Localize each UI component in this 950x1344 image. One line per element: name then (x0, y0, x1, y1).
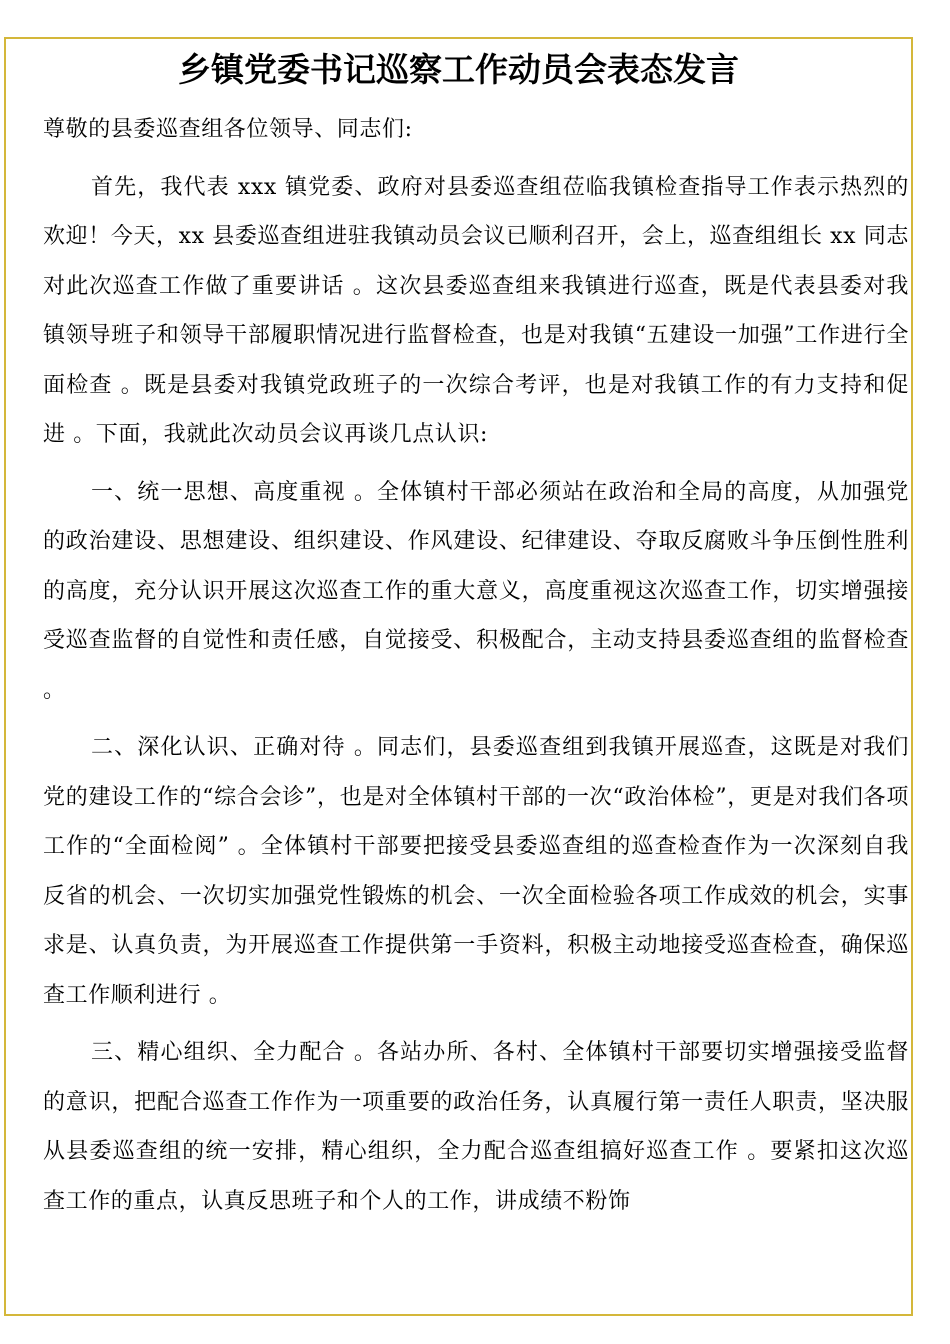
salutation: 尊敬的县委巡查组各位领导、同志们: (43, 117, 413, 142)
document-title: 乡镇党委书记巡察工作动员会表态发言 (178, 50, 739, 89)
paragraph-point-one: 一、统一思想、高度重视 。全体镇村干部必须站在政治和全局的高度，从加强党的政治建设、思想建设、组织建设、作风建设、纪律建设、夺取反腐败斗争压倒性胜利的高度，充分认识开展这次巡查工作的重大意义，高度重视这次巡查工作，切实增强接受巡查监督的自觉性和责任感，自觉接受、积极配合，主动支持县委巡查组的监督检查 。 (43, 479, 909, 703)
document-page (4, 37, 913, 1316)
paragraph-intro: 首先，我代表 xxx 镇党委、政府对县委巡查组莅临我镇检查指导工作表示热烈的欢迎！今天，xx 县委巡查组进驻我镇动员会议已顺利召开，会上，巡查组组长 xx 同志对此次巡查工作做了重要讲话 。这次县委巡查组来我镇进行巡查，既是代表县委对我镇领导班子和领导干部履职情况进行监督检查，也是对我镇“五建设一加强”工作进行全面检查 。既是县委对我镇党政班子的一次综合考评，也是对我镇工作的有力支持和促进 。下面，我就此次动员会议再谈几点认识: (43, 174, 909, 447)
document-body (43, 105, 909, 1234)
paragraph-point-three: 三、精心组织、全力配合 。各站办所、各村、全体镇村干部要切实增强接受监督的意识，把配合巡查工作作为一项重要的政治任务，认真履行第一责任人职责，坚决服从县委巡查组的统一安排，精心组织，全力配合巡查组搞好巡查工作 。要紧扣这次巡查工作的重点，认真反思班子和个人的工作，讲成绩不粉饰 (43, 1040, 909, 1214)
paragraph-point-two: 二、深化认识、正确对待 。同志们，县委巡查组到我镇开展巡查，这既是对我们党的建设工作的“综合会诊”，也是对全体镇村干部的一次“政治体检”，更是对我们各项工作的“全面检阅” 。全体镇村干部要把接受县委巡查组的巡查检查作为一次深刻自我反省的机会、一次切实加强党性锻炼的机会、一次全面检验各项工作成效的机会，实事求是、认真负责，为开展巡查工作提供第一手资料，积极主动地接受巡查检查，确保巡查工作顺利进行 。 (43, 735, 909, 1008)
